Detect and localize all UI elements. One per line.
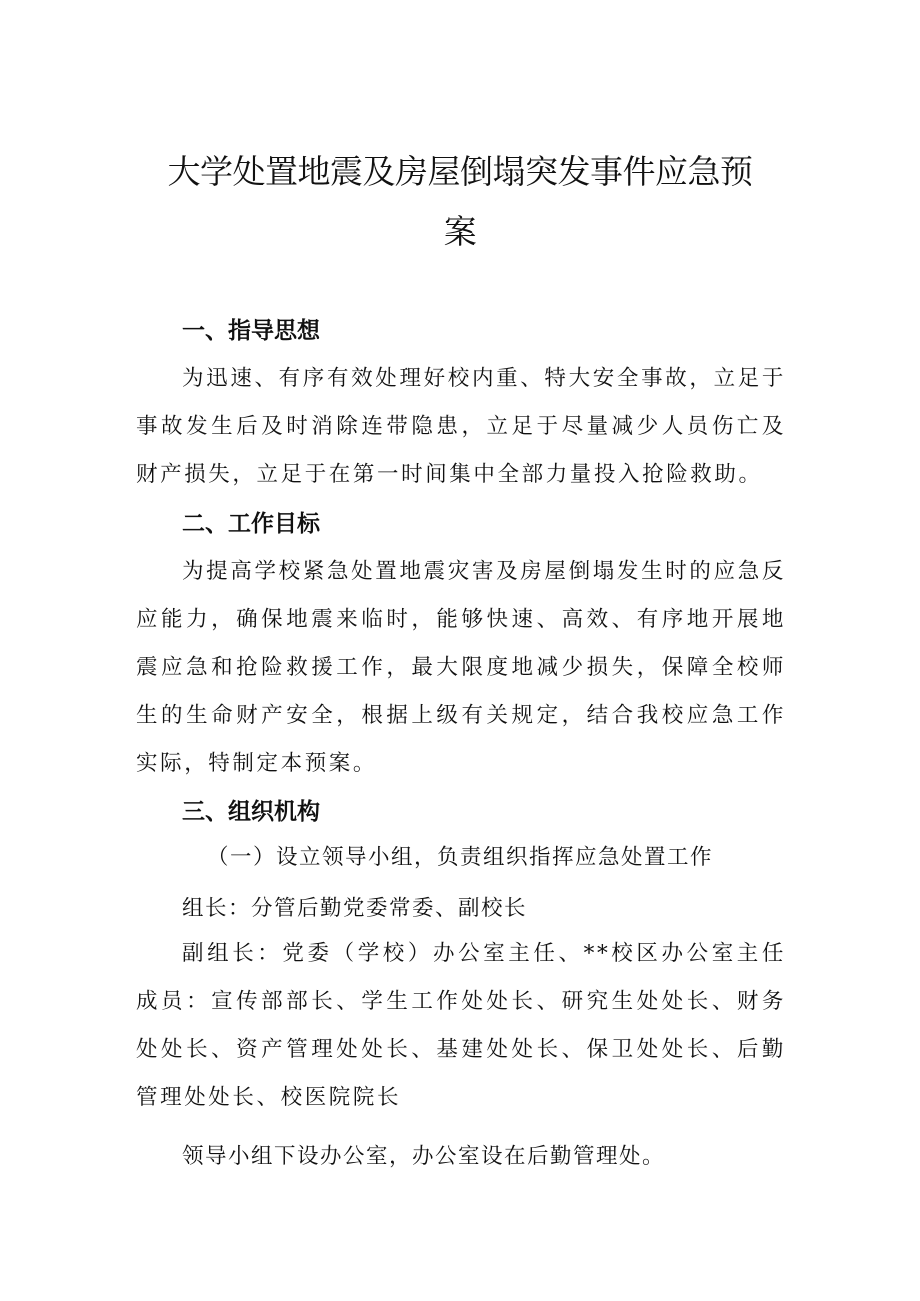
document-title-line-1: 大学处置地震及房屋倒塌突发事件应急预 [167,152,753,191]
deputy-and-members-paragraph: 副组长：党委（学校）办公室主任、**校区办公室主任成员：宣传部部长、学生工作处处长、研究生处处长、财务处处长、资产管理处处长、基建处处长、保卫处处长、后勤管理处处长、校医院院长 [136,941,786,1110]
section-paragraph-guiding-ideology: 为迅速、有序有效处理好校内重、特大安全事故，立足于事故发生后及时消除连带隐患，立足于尽量减少人员伤亡及财产损失，立足于在第一时间集中全部力量投入抢险救助。 [136,366,786,487]
office-line: 领导小组下设办公室，办公室设在后勤管理处。 [182,1144,666,1169]
section-heading-organization: 三、组织机构 [182,799,320,825]
section-heading-work-goal: 二、工作目标 [182,511,320,537]
leader-line: 组长：分管后勤党委常委、副校长 [182,896,528,921]
document-title-line-2: 案 [443,212,477,251]
section-paragraph-work-goal: 为提高学校紧急处置地震灾害及房屋倒塌发生时的应急反应能力，确保地震来临时，能够快速、高效、有序地开展地震应急和抢险救援工作，最大限度地减少损失，保障全校师生的生命财产安全，根据上级有关规定，结合我校应急工作实际，特制定本预案。 [136,559,786,776]
subsection-heading-leading-group: （一）设立领导小组，负责组织指挥应急处置工作 [207,845,714,870]
section-heading-guiding-ideology: 一、指导思想 [182,318,320,344]
